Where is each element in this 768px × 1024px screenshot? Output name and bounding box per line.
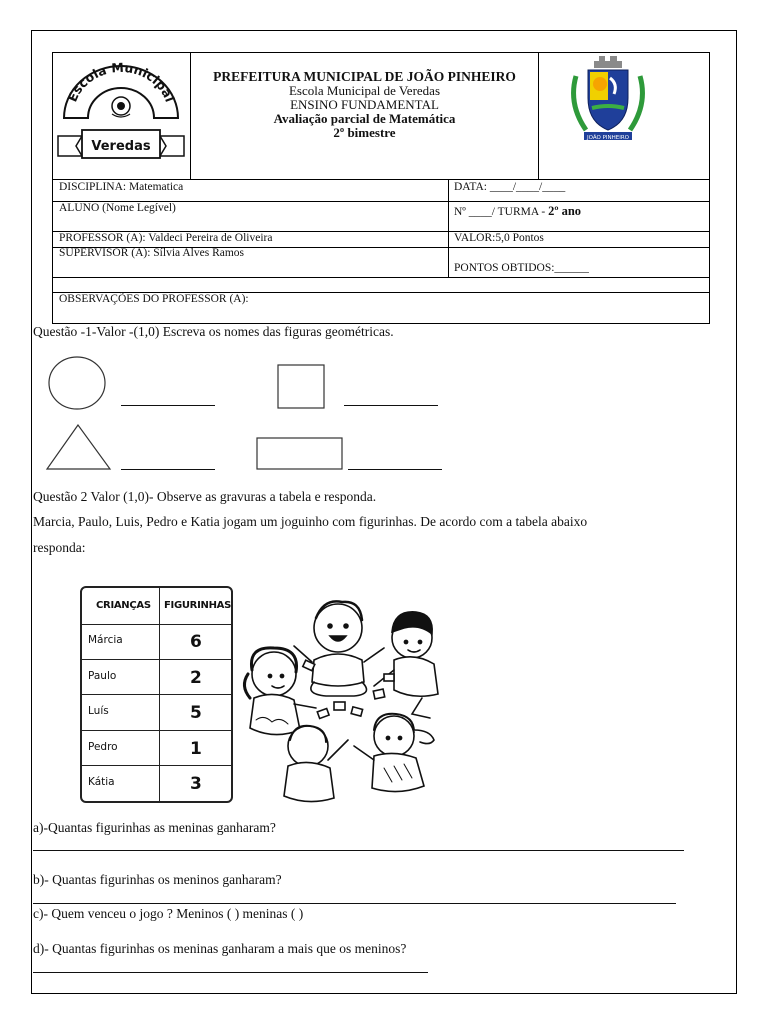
ano-label: 2º ano: [548, 204, 582, 218]
sticker-row-name: Márcia: [88, 634, 123, 646]
question-c: c)- Quem venceu o jogo ? Meninos ( ) meninas ( ): [33, 906, 304, 921]
city-crest: [566, 54, 650, 146]
sticker-row-name: Pedro: [88, 741, 118, 753]
sticker-table: [80, 586, 233, 803]
geometry-figures: [40, 350, 460, 480]
answer-line-rectangle[interactable]: [348, 469, 442, 470]
question-d: d)- Quantas figurinhas os meninas ganharam a mais que os meninos?: [33, 941, 407, 956]
sticker-row-value: 5: [190, 703, 202, 723]
circle-shape: [49, 357, 105, 409]
header-line-5: 2º bimestre: [333, 125, 396, 140]
sticker-table-header-stickers: FIGURINHAS: [164, 600, 231, 611]
answer-line-d[interactable]: [33, 972, 428, 973]
sticker-row-name: Paulo: [88, 670, 117, 682]
field-numero-turma: [454, 204, 581, 219]
sticker-row-name: Luís: [88, 705, 109, 717]
question-2-intro-cont: responda:: [33, 540, 86, 555]
header-line-4: Avaliação parcial de Matemática: [273, 111, 456, 126]
question-a: a)-Quantas figurinhas as meninas ganharam?: [33, 820, 276, 835]
question-b: b)- Quantas figurinhas os meninos ganharam?: [33, 872, 282, 887]
children-playing-illustration: [234, 590, 448, 810]
field-supervisor: SUPERVISOR (A): Sílvia Alves Ramos: [59, 247, 245, 259]
question-2: Questão 2 Valor (1,0)- Observe as gravuras a tabela e responda.: [33, 489, 377, 504]
field-professor: PROFESSOR (A): Valdeci Pereira de Oliveira: [59, 232, 273, 244]
field-data: DATA: ____/____/____: [454, 181, 566, 193]
sticker-table-header-children: CRIANÇAS: [96, 600, 151, 611]
logo-ribbon-text: Veredas: [91, 139, 151, 154]
header-line-2: Escola Municipal de Veredas: [288, 83, 441, 98]
header-line-3: ENSINO FUNDAMENTAL: [290, 97, 439, 112]
sticker-row-value: 6: [190, 632, 202, 652]
question-2-intro: Marcia, Paulo, Luis, Pedro e Katia jogam um joguinho com figurinhas. De acordo com a tabela abaixo: [33, 514, 588, 529]
field-valor: VALOR:5,0 Pontos: [454, 232, 544, 244]
school-logo: [54, 54, 188, 176]
answer-line-b[interactable]: [33, 903, 676, 904]
header-line-1: PREFEITURA MUNICIPAL DE JOÃO PINHEIRO: [213, 69, 516, 84]
triangle-shape: [47, 425, 110, 469]
field-aluno: ALUNO (Nome Legível): [59, 202, 176, 214]
field-disciplina: DISCIPLINA: Matematica: [59, 181, 184, 193]
rectangle-shape: [257, 438, 342, 469]
field-observacoes: OBSERVAÇÕES DO PROFESSOR (A):: [59, 293, 249, 305]
answer-line-square[interactable]: [344, 405, 438, 406]
header-title-block: [191, 70, 538, 140]
sticker-row-value: 3: [190, 774, 202, 794]
numero-turma-label: Nº ____/ TURMA -: [454, 206, 546, 218]
answer-line-triangle[interactable]: [121, 469, 215, 470]
sticker-row-name: Kátia: [88, 776, 115, 788]
answer-line-circle[interactable]: [121, 405, 215, 406]
question-1: Questão -1-Valor -(1,0) Escreva os nomes das figuras geométricas.: [33, 324, 394, 339]
header-divider: [538, 52, 539, 180]
crest-caption: JOÃO PINHEIRO: [586, 135, 630, 141]
logo-arc-text: Escola Municipal: [64, 59, 178, 104]
sticker-row-value: 2: [190, 668, 202, 688]
sticker-row-value: 1: [190, 739, 202, 759]
info-table: [52, 180, 710, 324]
answer-line-a[interactable]: [33, 850, 684, 851]
square-shape: [278, 365, 324, 408]
field-pontos: PONTOS OBTIDOS:______: [454, 262, 589, 274]
